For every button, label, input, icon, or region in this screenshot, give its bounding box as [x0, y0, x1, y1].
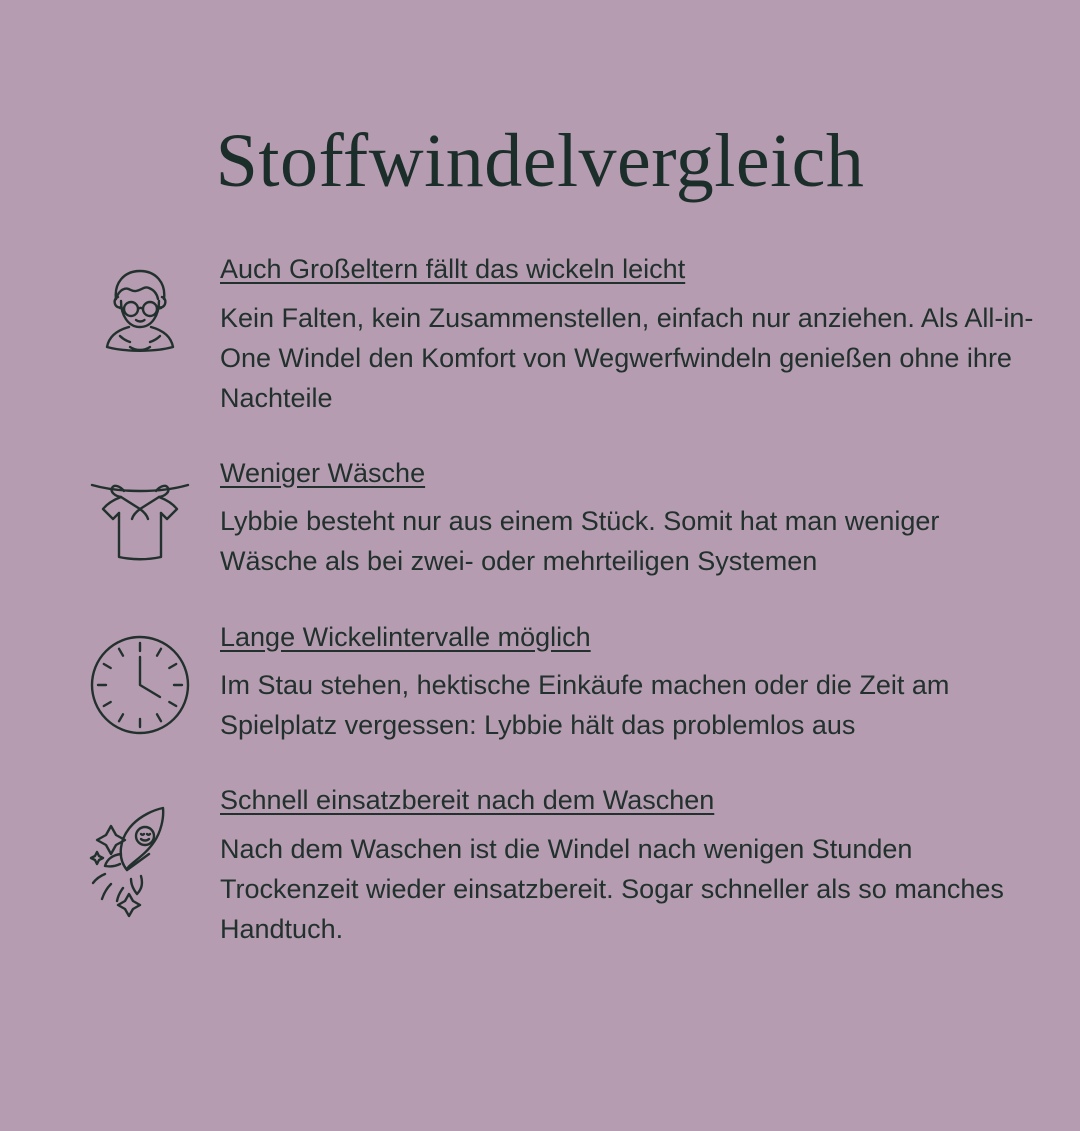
feature-body [220, 782, 1040, 950]
feature-body [220, 251, 1040, 419]
feature-body [220, 455, 1040, 583]
clock-icon [60, 619, 220, 745]
laundry-shirt-icon [60, 455, 220, 583]
infographic-page [0, 51, 1080, 1131]
feature-text: Lybbie besteht nur aus einem Stück. Somit hat man weniger Wäsche als bei zwei- oder mehrteiligen Systemen [220, 506, 940, 577]
feature-heading: Lange Wickelintervalle möglich [220, 621, 591, 652]
feature-list [0, 251, 1080, 950]
list-item [60, 251, 1040, 419]
feature-body [220, 619, 1040, 747]
feature-heading: Schnell einsatzbereit nach dem Waschen [220, 785, 715, 816]
feature-heading: Auch Großeltern fällt das wickeln leicht [220, 253, 686, 284]
rocket-icon [60, 782, 220, 922]
list-item [60, 455, 1040, 583]
feature-text: Im Stau stehen, hektische Einkäufe machen oder die Zeit am Spielplatz vergessen: Lybbie hält das problemlos aus [220, 670, 950, 741]
list-item [60, 619, 1040, 747]
feature-text: Kein Falten, kein Zusammenstellen, einfach nur anziehen. Als All-in-One Windel den Komfort von Wegwerfwindeln genießen ohne ihre Nachteile [220, 302, 1034, 413]
list-item [60, 782, 1040, 950]
page-title: Stoffwindelvergleich [215, 118, 865, 203]
grandparent-icon [60, 251, 220, 375]
feature-heading: Weniger Wäsche [220, 457, 426, 488]
feature-text: Nach dem Waschen ist die Windel nach wenigen Stunden Trockenzeit wieder einsatzbereit. Sogar schneller als so manches Handtuch. [220, 833, 1004, 944]
